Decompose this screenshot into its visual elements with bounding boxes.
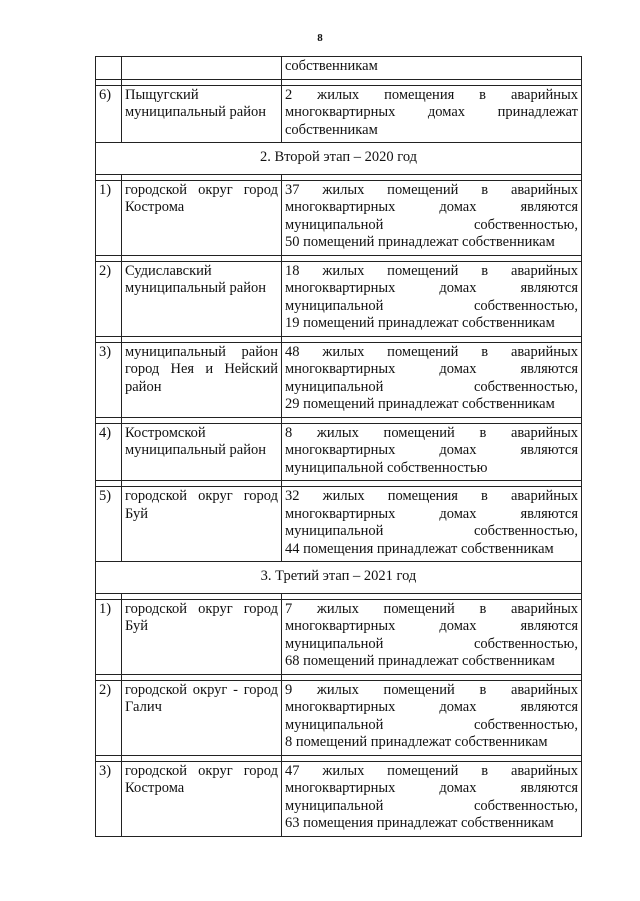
row-number: 3) xyxy=(96,761,122,836)
housing-description xyxy=(282,487,582,562)
table-row xyxy=(96,57,582,80)
municipality-name xyxy=(122,57,282,80)
row-number: 4) xyxy=(96,423,122,481)
description-line: многоквартирных домах являются xyxy=(285,505,578,522)
description-line: многоквартирных домах являются xyxy=(285,199,578,215)
description-line: многоквартирных домах являются xyxy=(285,280,578,296)
description-line: 68 помещений принадлежат собственникам xyxy=(285,653,555,669)
municipality-name: муниципальный район город Нея и Нейский район xyxy=(122,342,282,417)
municipality-name: городской округ город Кострома xyxy=(122,180,282,255)
description-line: многоквартирных домах являются xyxy=(285,618,578,634)
description-line: многоквартирных домах являются xyxy=(285,361,578,377)
table-row xyxy=(96,261,582,336)
description-line: 47 жилых помещений в аварийных xyxy=(285,762,578,779)
table-row xyxy=(96,180,582,255)
municipality-name: городской округ город Буй xyxy=(122,487,282,562)
row-number: 6) xyxy=(96,85,122,143)
housing-description xyxy=(282,599,582,674)
description-line: муниципальной собственностью, xyxy=(285,378,578,395)
table-row xyxy=(96,680,582,755)
description-line: 8 жилых помещений в аварийных xyxy=(285,424,578,441)
housing-description xyxy=(282,680,582,755)
description-line: муниципальной собственностью, xyxy=(285,716,578,733)
description-line: многоквартирных домах являются xyxy=(285,699,578,715)
description-line: многоквартирных домах являются xyxy=(285,780,578,796)
municipality-name: Судиславский муниципальный район xyxy=(122,261,282,336)
description-line: собственникам xyxy=(285,58,378,74)
housing-description xyxy=(282,180,582,255)
row-number: 2) xyxy=(96,261,122,336)
description-line: 32 жилых помещения в аварийных xyxy=(285,488,578,504)
municipality-name: городской округ - город Галич xyxy=(122,680,282,755)
table-body xyxy=(96,57,582,837)
description-line: муниципальной собственностью, xyxy=(285,523,578,539)
description-line: 48 жилых помещений в аварийных xyxy=(285,343,578,360)
description-line: 50 помещений принадлежат собственникам xyxy=(285,234,555,250)
table-row xyxy=(96,342,582,417)
description-line: муниципальной собственностью, xyxy=(285,216,578,233)
row-number: 5) xyxy=(96,487,122,562)
description-line: муниципальной собственностью xyxy=(285,459,488,476)
description-line: 18 жилых помещений в аварийных xyxy=(285,262,578,279)
description-line: 9 жилых помещений в аварийных xyxy=(285,681,578,698)
description-line: 19 помещений принадлежат собственникам xyxy=(285,315,555,331)
row-number xyxy=(96,57,122,80)
description-line: муниципальной собственностью, xyxy=(285,797,578,814)
stage-header-row xyxy=(96,143,582,175)
municipality-name: Пыщугский муниципальный район xyxy=(122,85,282,143)
row-number: 1) xyxy=(96,599,122,674)
description-line: 7 жилых помещений в аварийных xyxy=(285,600,578,617)
row-number: 2) xyxy=(96,680,122,755)
description-line: многоквартирных домах принадлежат xyxy=(285,104,578,120)
housing-description xyxy=(282,85,582,143)
description-line: муниципальной собственностью, xyxy=(285,635,578,652)
stage-header-row xyxy=(96,562,582,594)
municipality-name: городской округ город Буй xyxy=(122,599,282,674)
table-row xyxy=(96,423,582,481)
description-line: 44 помещения принадлежат собственникам xyxy=(285,540,554,557)
description-line: 37 жилых помещений в аварийных xyxy=(285,181,578,198)
table-row xyxy=(96,599,582,674)
housing-description xyxy=(282,761,582,836)
description-line: муниципальной собственностью, xyxy=(285,297,578,314)
municipality-name: городской округ город Кострома xyxy=(122,761,282,836)
row-number: 1) xyxy=(96,180,122,255)
table-row xyxy=(96,761,582,836)
row-number: 3) xyxy=(96,342,122,417)
housing-table xyxy=(95,56,582,837)
housing-description xyxy=(282,261,582,336)
description-line: 8 помещений принадлежат собственникам xyxy=(285,734,548,750)
table-row xyxy=(96,85,582,143)
stage-title: 2. Второй этап – 2020 год xyxy=(96,143,582,175)
description-line: многоквартирных домах являются xyxy=(285,442,578,458)
description-line: 63 помещения принадлежат собственникам xyxy=(285,815,554,831)
housing-description xyxy=(282,57,582,80)
housing-description xyxy=(282,342,582,417)
description-line: собственникам xyxy=(285,121,378,138)
description-line: 2 жилых помещения в аварийных xyxy=(285,86,578,103)
housing-description xyxy=(282,423,582,481)
table-row xyxy=(96,487,582,562)
stage-title: 3. Третий этап – 2021 год xyxy=(96,562,582,594)
page-number: 8 xyxy=(317,32,323,44)
description-line: 29 помещений принадлежат собственникам xyxy=(285,396,555,412)
municipality-name: Костромской муниципальный район xyxy=(122,423,282,481)
